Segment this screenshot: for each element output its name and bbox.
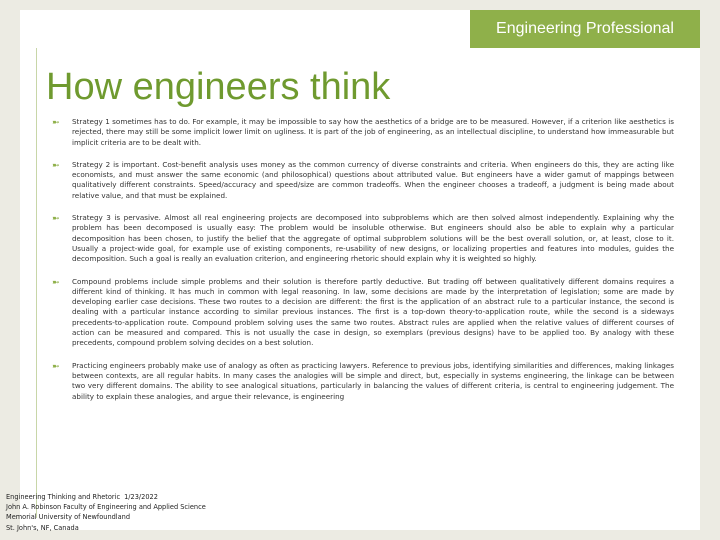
bullet-item <box>52 277 674 349</box>
slide-title: How engineers think <box>46 66 391 108</box>
bullet-text: Strategy 1 sometimes has to do. For example, it may be impossible to say how the aesthetics of a bridge are to be measured. However, if a criterion like aesthetics is rejected, there may still be some implicit lower limit on ugliness. It is part of the job of engineering, as an intellectual discipline, to understand how immeasurable but implicit criteria are to be dealt with. <box>72 117 674 147</box>
footer-course-title: Engineering Thinking and Rhetoric <box>6 493 121 501</box>
footer-author: John A. Robinson Faculty of Engineering and Applied Science <box>6 503 206 512</box>
bullet-item <box>52 160 674 201</box>
bullet-text: Compound problems include simple problems and their solution is therefore partly deductive. But trading off between qualitatively different domains requires a different kind of thinking. It has much in common with legal reasoning. In law, some decisions are made by the interpretation of legislation; some are made by developing earlier case decisions. These two routes to a decision are different: the first is the application of an abstract rule to a particular instance, the second is dealing with a particular instance according to similar previous instances. The first is a top-down theory-to-application route, while the second is a sideways precedents-to-application route. Compound problem solving uses the same two routes. Abstract rules are applied when the relative values of different courses of action can be measured and compared. This is not usually the case in design, so exemplars (previous designs) have to be applied too. By analogy with these precedents, compound problem solving decides on a best solution. <box>72 276 674 348</box>
bullet-list <box>52 117 674 414</box>
slide-left-border <box>36 48 37 518</box>
bullet-text: Practicing engineers probably make use of analogy as often as practicing lawyers. Reference to previous jobs, identifying similarities and differences, making linkages between contexts, are all regular habits. In many cases the analogies will be simple and direct, but, especially in systems engineering, the linkage can be between two very different domains. The ability to see analogical situations, particularly in balancing the values of different criteria, is central to engineering judgement. The ability to explain these analogies, and argue their relevance, is engineering <box>72 360 674 401</box>
footer-date: 1/23/2022 <box>124 493 158 501</box>
bullet-item <box>52 117 674 148</box>
header-tag: Engineering Professional <box>470 10 700 48</box>
footer-institution: Memorial University of Newfoundland <box>6 513 131 522</box>
arrow-bullet-icon: ➼ <box>52 214 60 225</box>
bullet-text: Strategy 2 is important. Cost-benefit analysis uses money as the common currency of diverse constraints and criteria. When engineers do this, they are acting like economists, and must answer the same economic (and philosophical) questions about attributed value. But engineers have a wider gamut of mappings between qualitatively different constraints. Speed/accuracy and speed/size are common tradeoffs. When the engineer chooses a tradeoff, a judgment is being made about relative value, and that must be explained. <box>72 159 674 200</box>
footer-location: St. John's, NF, Canada <box>6 523 79 532</box>
bullet-item <box>52 361 674 402</box>
bullet-text: Strategy 3 is pervasive. Almost all real engineering projects are decomposed into subproblems which are then solved almost independently. Explaining why the problem has been decomposed is usually easy: The problem would be insoluble otherwise. But engineers should also be able to explain why a particular decomposition has been chosen, to justify the belief that the aggregate of optimal subproblem solutions will be the best overall solution, or, at least, close to it. Usually a project-wide goal, for example use of existing components, re-usability of new designs, or localizing properties and features into modules, guides the decomposition. Such a goal is really an evaluation criterion, and engineering rhetoric should explain why it is weighted so highly. <box>72 213 674 264</box>
arrow-bullet-icon: ➼ <box>52 160 60 171</box>
arrow-bullet-icon: ➼ <box>52 118 60 128</box>
bullet-item <box>52 213 674 264</box>
arrow-bullet-icon: ➼ <box>52 361 60 372</box>
footer <box>6 492 206 533</box>
arrow-bullet-icon: ➼ <box>52 277 60 288</box>
